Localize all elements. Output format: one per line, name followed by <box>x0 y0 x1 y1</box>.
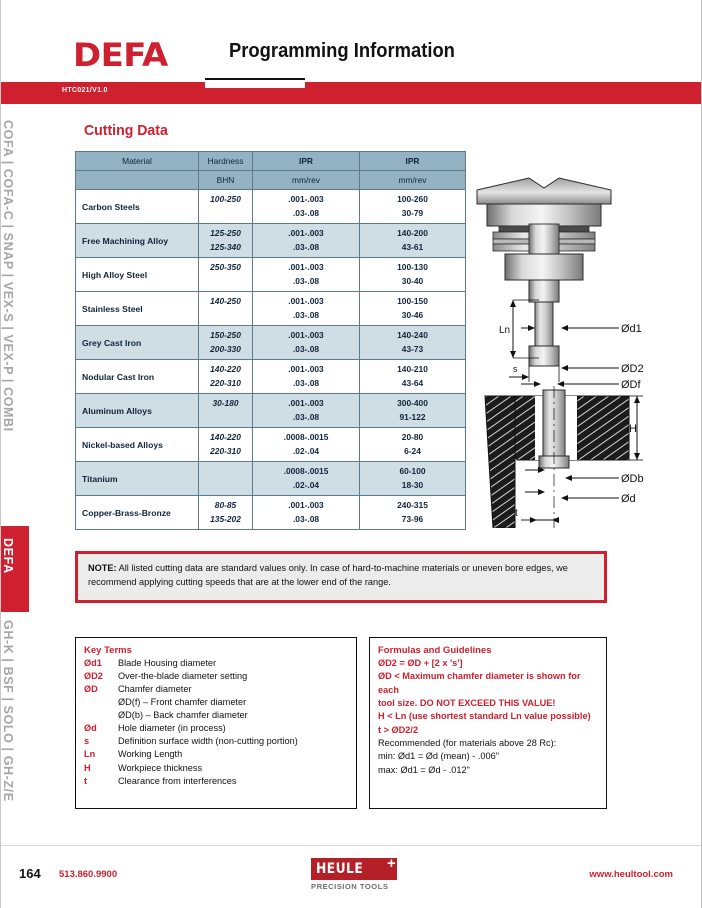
table-subheader-row <box>76 171 466 190</box>
col-subheader-ipr-inch-line2: mm/rev <box>292 175 320 185</box>
table-row <box>76 258 466 292</box>
cell-material: Grey Cast Iron <box>76 326 199 360</box>
table-row <box>76 428 466 462</box>
cell-hardness <box>199 462 253 496</box>
col-subheader-ipr-metric <box>360 171 466 190</box>
cell-material: Aluminum Alloys <box>76 394 199 428</box>
cell-hardness: 100-250 <box>199 190 253 224</box>
key-terms-title: Key Terms <box>84 645 132 656</box>
cell-ipr-metric: 100-130 30-40 <box>360 258 466 292</box>
note-box <box>75 551 607 603</box>
key-term-definition: Clearance from interferences <box>118 775 237 786</box>
formulas-title: Formulas and Guidelines <box>378 645 492 656</box>
table-row <box>76 190 466 224</box>
cell-ipr-metric: 300-400 91-122 <box>360 394 466 428</box>
cell-material: Stainless Steel <box>76 292 199 326</box>
table-row <box>76 462 466 496</box>
col-subheader-ipr-metric-line2: mm/rev <box>398 175 427 185</box>
formula-line: t > ØD2/2 <box>378 724 419 735</box>
key-term-row <box>84 735 348 748</box>
col-header-ipr-inch-line1: IPR <box>299 156 313 166</box>
formula-line: min: Ød1 = Ød (mean) - .006" <box>378 751 499 762</box>
key-term-row <box>84 683 348 696</box>
title-underline <box>205 78 305 80</box>
cell-ipr-inch: .001-.003 .03-.08 <box>253 190 360 224</box>
formula-line: H < Ln (use shortest standard Ln value possible) <box>378 711 591 722</box>
key-term-row <box>84 709 348 722</box>
sidebar-tabs-after[interactable]: GH-K | BSF | SOLO | GH-Z/E <box>1 620 15 802</box>
cell-material: Copper-Brass-Bronze <box>76 496 199 530</box>
cell-hardness: 30-180 <box>199 394 253 428</box>
col-header-hardness <box>199 152 253 171</box>
key-term-row <box>84 748 348 761</box>
tool-cross-section-diagram <box>469 160 697 528</box>
header-white-tab <box>205 82 305 88</box>
table-row <box>76 292 466 326</box>
key-term-definition: ØD(f) – Front chamfer diameter <box>118 697 247 708</box>
key-term-row <box>84 775 348 788</box>
col-header-material <box>76 152 199 171</box>
section-title: Cutting Data <box>84 122 168 139</box>
heule-logo-plus-icon: + <box>387 855 396 872</box>
cell-hardness: 150-250 200-330 <box>199 326 253 360</box>
footer-divider <box>1 845 702 846</box>
diagram-label-Db: ØDb <box>621 473 644 485</box>
table-row <box>76 496 466 530</box>
key-term-symbol: Ød1 <box>84 658 102 668</box>
col-header-material-line1: Material <box>122 156 152 166</box>
key-term-symbol <box>84 696 118 709</box>
col-subheader-ipr-inch <box>253 171 360 190</box>
heule-logo-word: HEULE <box>316 861 364 877</box>
table-row <box>76 360 466 394</box>
cell-material: Free Machining Alloy <box>76 224 199 258</box>
cell-ipr-inch: .001-.003 .03-.08 <box>253 326 360 360</box>
key-term-row <box>84 657 348 670</box>
cell-ipr-inch: .001-.003 .03-.08 <box>253 292 360 326</box>
defa-brand-logo: DEFA <box>73 36 168 74</box>
cell-ipr-metric: 140-200 43-61 <box>360 224 466 258</box>
key-term-definition: Working Length <box>118 749 183 760</box>
diagram-label-d1: Ød1 <box>621 323 642 335</box>
diagram-label-H: H <box>629 423 637 435</box>
note-text <box>88 562 594 590</box>
sidebar-tabs-before[interactable]: COFA | COFA-C | SNAP | VEX-S | VEX-P | COMBI <box>1 120 15 432</box>
key-term-definition: Over-the-blade diameter setting <box>118 671 248 682</box>
cell-material: Titanium <box>76 462 199 496</box>
formula-line: ØD2 = ØD + [2 x 's'] <box>378 658 463 668</box>
key-term-definition: ØD(b) – Back chamfer diameter <box>118 710 248 721</box>
key-terms-list <box>84 657 348 788</box>
formulas-list <box>378 657 598 777</box>
col-header-ipr-inch <box>253 152 360 171</box>
cell-ipr-metric: 60-100 18-30 <box>360 462 466 496</box>
cell-ipr-metric: 20-80 6-24 <box>360 428 466 462</box>
table-row <box>76 224 466 258</box>
key-term-row <box>84 762 348 775</box>
cell-material: Nodular Cast Iron <box>76 360 199 394</box>
cell-ipr-metric: 240-315 73-96 <box>360 496 466 530</box>
cell-hardness: 80-85 135-202 <box>199 496 253 530</box>
cell-ipr-metric: 100-260 30-79 <box>360 190 466 224</box>
cell-ipr-metric: 100-150 30-46 <box>360 292 466 326</box>
key-term-symbol: ØD <box>84 684 98 695</box>
table-row <box>76 326 466 360</box>
formulas-box <box>369 637 607 809</box>
product-sidebar <box>1 108 29 838</box>
key-term-definition: Blade Housing diameter <box>118 658 217 668</box>
formula-line: max: Ød1 = Ød - .012" <box>378 764 470 775</box>
key-term-symbol: H <box>84 762 91 773</box>
key-term-row <box>84 722 348 735</box>
footer-phone[interactable]: 513.860.9900 <box>59 869 118 880</box>
diagram-label-d: Ød <box>621 493 636 505</box>
cell-material: Nickel-based Alloys <box>76 428 199 462</box>
formula-line: Recommended (for materials above 28 Rc): <box>378 738 557 749</box>
cell-ipr-inch: .001-.003 .03-.08 <box>253 224 360 258</box>
formula-line: tool size. DO NOT EXCEED THIS VALUE! <box>378 698 556 709</box>
key-term-definition: Hole diameter (in process) <box>118 723 226 734</box>
cell-ipr-inch: .001-.003 .03-.08 <box>253 258 360 292</box>
diagram-label-s: s <box>513 364 518 374</box>
key-term-definition: Chamfer diameter <box>118 684 192 695</box>
heule-logo-subtitle: PRECISION TOOLS <box>311 882 389 891</box>
cell-ipr-inch: .001-.003 .03-.08 <box>253 360 360 394</box>
page-number: 164 <box>19 866 41 881</box>
col-subheader-hardness-line2: BHN <box>216 175 235 185</box>
cell-hardness: 250-350 <box>199 258 253 292</box>
key-term-row <box>84 696 348 709</box>
key-terms-box <box>75 637 357 809</box>
table-row <box>76 394 466 428</box>
cell-ipr-inch: .0008-.0015 .02-.04 <box>253 428 360 462</box>
cell-hardness: 140-220 220-310 <box>199 360 253 394</box>
cell-hardness: 140-250 <box>199 292 253 326</box>
sidebar-item-defa-label: DEFA <box>1 538 15 574</box>
col-subheader-material <box>76 171 199 190</box>
page-title: Programming Information <box>229 40 455 62</box>
table-head <box>76 152 466 190</box>
diagram-label-Df: ØDf <box>621 379 641 391</box>
col-header-ipr-metric <box>360 152 466 171</box>
note-prefix: NOTE: <box>88 563 117 573</box>
cell-material: High Alloy Steel <box>76 258 199 292</box>
cell-hardness: 140-220 220-310 <box>199 428 253 462</box>
col-header-ipr-metric-line1: IPR <box>405 156 420 166</box>
cell-hardness: 125-250 125-340 <box>199 224 253 258</box>
key-term-symbol: Ln <box>84 749 96 760</box>
col-header-hardness-line1: Hardness <box>207 156 244 166</box>
cell-material: Carbon Steels <box>76 190 199 224</box>
key-term-symbol: t <box>84 775 88 786</box>
key-term-symbol: s <box>84 736 90 747</box>
key-term-symbol <box>84 709 118 722</box>
heule-logo <box>311 855 407 896</box>
key-term-row <box>84 670 348 683</box>
formula-line: ØD < Maximum chamfer diameter is shown for each <box>378 671 581 695</box>
key-term-definition: Workpiece thickness <box>118 762 203 773</box>
cutting-data-table <box>75 151 466 530</box>
diagram-svg <box>469 160 697 528</box>
document-code: HTC021/V1.0 <box>62 87 108 94</box>
diagram-label-t: t <box>515 508 518 519</box>
footer-website-link[interactable]: www.heultool.com <box>589 869 673 880</box>
key-term-definition: Definition surface width (non-cutting portion) <box>118 736 298 747</box>
key-term-symbol: Ød <box>84 723 97 734</box>
page-header <box>1 0 702 108</box>
cell-ipr-inch: .001-.003 .03-.08 <box>253 496 360 530</box>
cell-ipr-inch: .0008-.0015 .02-.04 <box>253 462 360 496</box>
note-body: All listed cutting data are standard values only. In case of hard-to-machine materials or uneven bore edges, we recommend applying cutting speeds that are at the lower end of the range. <box>88 563 568 587</box>
col-subheader-hardness <box>199 171 253 190</box>
diagram-label-D2: ØD2 <box>621 363 644 375</box>
key-term-symbol: ØD2 <box>84 671 103 682</box>
cell-ipr-metric: 140-240 43-73 <box>360 326 466 360</box>
cell-ipr-inch: .001-.003 .03-.08 <box>253 394 360 428</box>
table-header-row <box>76 152 466 171</box>
cell-ipr-metric: 140-210 43-64 <box>360 360 466 394</box>
diagram-label-ln: Ln <box>499 325 511 336</box>
table-body <box>76 190 466 530</box>
